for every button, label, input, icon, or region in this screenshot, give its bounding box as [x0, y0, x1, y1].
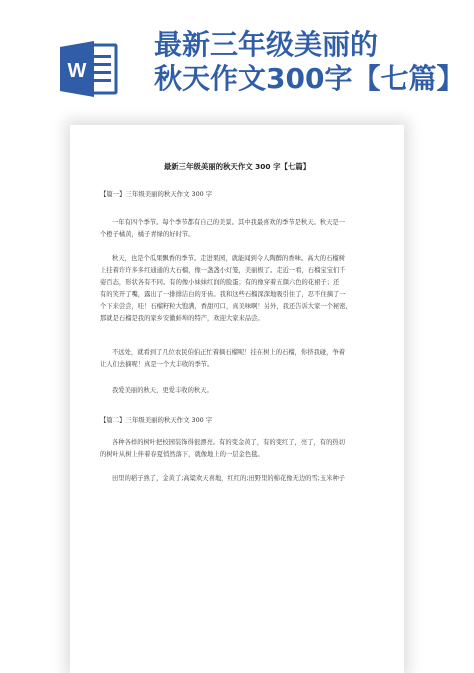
- section-2-heading: 【篇二】三年级美丽的秋天作文 300 字: [100, 416, 213, 424]
- document-title: 最新三年级美丽的秋天作文 300 字【七篇】: [163, 162, 311, 171]
- cover-title-line-1: 最新三年级美丽的: [154, 28, 379, 61]
- paragraph-line: 个橙子橘黄，橘子青绿的好时节。: [100, 231, 195, 238]
- paragraph-6: [100, 473, 390, 485]
- paragraph-line: 的树叶从树上伴着春夏悄然落下，就像地上的一层金色毯。: [100, 451, 264, 458]
- cover-header: [0, 0, 474, 120]
- paragraph-3: [100, 347, 390, 371]
- word-icon: [58, 39, 118, 99]
- paragraph-5: [100, 437, 390, 461]
- paragraph-line: 让人们去摘呢！真是一个大丰收的季节。: [100, 361, 214, 368]
- paragraph-line: 有的笑开了嘴，露出了一排排洁白的牙齿。我和这些石榴深深地吸引住了，忍不住摘了一: [100, 291, 346, 298]
- paragraph-line: 姿百态，形状各有不同。有的像小妹妹红润的脸蛋；有的像穿着五颜六色的花裙子；还: [100, 279, 340, 286]
- word-logo-letter: W: [67, 60, 87, 82]
- paragraph-line: 田里的稻子熟了，金黄了;高粱欢天喜地，红红的;田野里的棉花像无边的雪;玉米种子: [112, 475, 346, 482]
- paragraph-line: 一年有四个季节。每个季节都有自己的美景。其中我最喜欢的季节是秋天。秋天是一: [112, 219, 345, 226]
- paragraph-1: [100, 217, 390, 241]
- paragraph-line: 不远处，就看到了几位农民伯伯正忙着摘石榴呢！挂在树上的石榴，你挤我碰，争着: [112, 349, 345, 356]
- paragraph-line: 上挂着许许多多红通通的大石榴，像一盏盏小灯笼，美丽极了。走近一看，石榴宝宝们千: [100, 267, 346, 274]
- paragraph-4: [100, 385, 390, 397]
- cover-title-line-2: 秋天作文300字【七篇】: [154, 62, 465, 95]
- paragraph-line: 秋天，也是个瓜果飘香的季节。走进果园，就能闻到令人陶醉的香味。高大的石榴树: [112, 255, 345, 262]
- paragraph-line: 各种各样的树叶把校园装饰得很漂亮。有的变金黄了，有的变红了，亮了，有的热切: [112, 439, 345, 446]
- paragraph-line: 个下来尝尝，哇！石榴籽粒大饱满，香甜可口，真美味啊！另外，我还告诉大家一个秘密，: [100, 303, 352, 310]
- paragraph-line: 那就是石榴是我的家乡安徽蚌埠的特产，欢迎大家来品尝。: [100, 315, 264, 322]
- section-1-heading: 【篇一】三年级美丽的秋天作文 300 字: [100, 190, 213, 198]
- paragraph-line: 我爱美丽的秋天，更爱丰收的秋天。: [112, 387, 213, 394]
- cover-title: [154, 28, 472, 96]
- paragraph-2: [100, 253, 390, 325]
- document-page: [70, 125, 404, 673]
